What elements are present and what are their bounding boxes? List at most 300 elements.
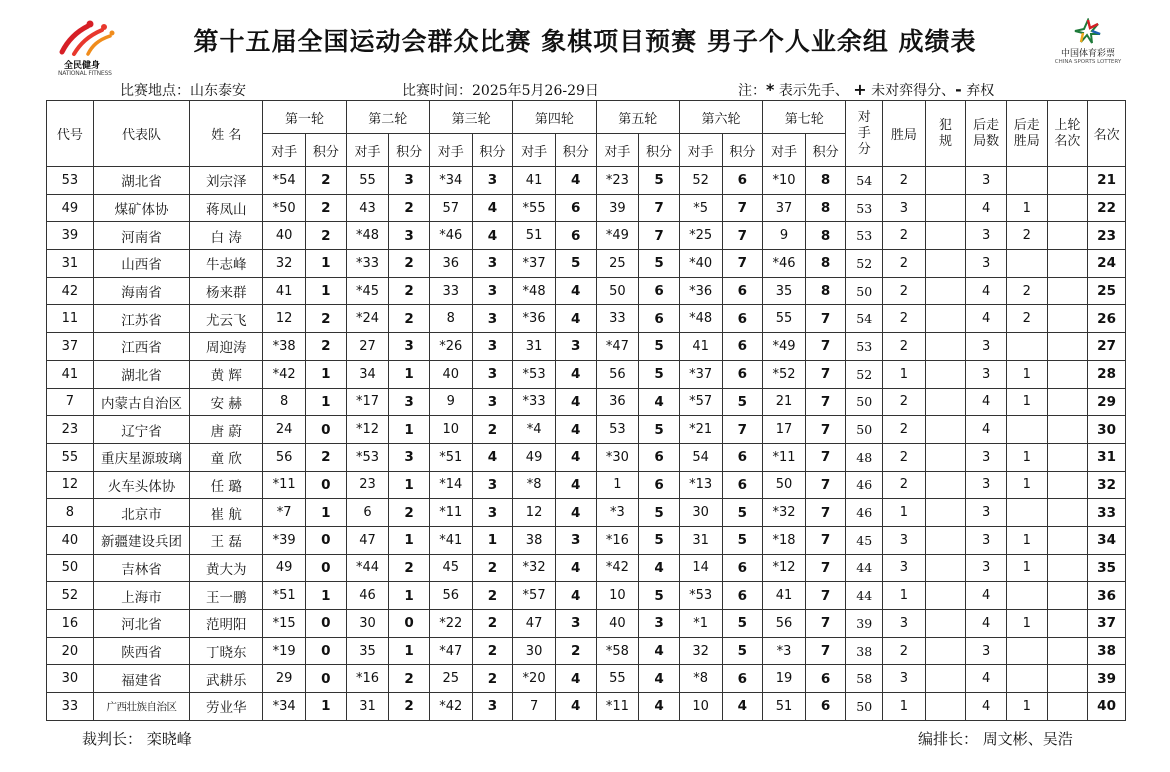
cell-wins: 3: [883, 665, 926, 693]
cell-points: 0: [306, 637, 347, 665]
cell-points: 7: [805, 388, 846, 416]
cell-fouls: [925, 471, 966, 499]
cell-points: 0: [306, 471, 347, 499]
cell-opponent: 56: [763, 610, 806, 638]
cell-back-games: 4: [966, 693, 1007, 721]
cell-team: 辽宁省: [93, 416, 190, 444]
location-label: 比赛地点：: [120, 83, 190, 99]
cell-wins: 1: [883, 693, 926, 721]
cell-opponent: *11: [763, 443, 806, 471]
cell-opponent: 55: [763, 305, 806, 333]
header-back-wins: 后走胜局: [1006, 101, 1047, 167]
logo-right-text: 中国体育彩票: [1060, 49, 1115, 59]
cell-fouls: [925, 499, 966, 527]
cell-points: 1: [306, 693, 347, 721]
cell-last-rank: [1047, 637, 1088, 665]
header-team: 代表队: [93, 101, 190, 167]
cell-points: 3: [639, 610, 680, 638]
cell-opponent: 25: [429, 665, 472, 693]
cell-points: 6: [722, 582, 763, 610]
cell-points: 7: [805, 554, 846, 582]
cell-team: 湖北省: [93, 167, 190, 195]
cell-name: 安 赫: [190, 388, 263, 416]
cell-opponent: *10: [763, 167, 806, 195]
cell-points: 3: [389, 333, 430, 361]
header-fouls: 犯规: [925, 101, 966, 167]
cell-last-rank: [1047, 526, 1088, 554]
cell-name: 范明阳: [190, 610, 263, 638]
cell-opponent: *4: [513, 416, 556, 444]
cell-team: 江苏省: [93, 305, 190, 333]
cell-points: 4: [639, 388, 680, 416]
cell-rank: 39: [1088, 665, 1126, 693]
cell-rank: 22: [1088, 194, 1126, 222]
cell-points: 6: [639, 443, 680, 471]
competition-location: [120, 80, 246, 100]
cell-opponent: 55: [596, 665, 639, 693]
cell-opponent: 32: [679, 637, 722, 665]
cell-opponent: *19: [263, 637, 306, 665]
cell-points: 3: [472, 305, 513, 333]
cell-team: 上海市: [93, 582, 190, 610]
cell-opponent: *45: [346, 277, 389, 305]
header-round-7: 第七轮: [763, 101, 846, 134]
cell-opponent-total: 50: [846, 388, 883, 416]
subheader-points: 积分: [722, 134, 763, 167]
cell-opponent: 24: [263, 416, 306, 444]
cell-opponent: *21: [679, 416, 722, 444]
cell-points: 4: [639, 554, 680, 582]
cell-points: 6: [722, 333, 763, 361]
cell-opponent: 36: [429, 250, 472, 278]
cell-back-games: 3: [966, 222, 1007, 250]
table-row: [47, 277, 1126, 305]
cell-wins: 2: [883, 637, 926, 665]
cell-points: 1: [389, 471, 430, 499]
cell-last-rank: [1047, 582, 1088, 610]
cell-opponent: *25: [679, 222, 722, 250]
cell-team: 陕西省: [93, 637, 190, 665]
table-row: [47, 333, 1126, 361]
cell-opponent: 51: [763, 693, 806, 721]
cell-opponent: 23: [346, 471, 389, 499]
cell-points: 4: [639, 693, 680, 721]
subheader-points: 积分: [306, 134, 347, 167]
cell-opponent: *53: [346, 443, 389, 471]
cell-points: 1: [306, 277, 347, 305]
cell-back-wins: 1: [1006, 693, 1047, 721]
cell-opponent: *34: [429, 167, 472, 195]
cell-fouls: [925, 167, 966, 195]
cell-back-games: 4: [966, 665, 1007, 693]
cell-points: 2: [389, 250, 430, 278]
cell-opponent: *22: [429, 610, 472, 638]
cell-points: 4: [472, 194, 513, 222]
cell-points: 6: [555, 194, 596, 222]
cell-opponent: *49: [596, 222, 639, 250]
cell-points: 3: [472, 250, 513, 278]
cell-back-wins: [1006, 665, 1047, 693]
cell-points: 2: [389, 499, 430, 527]
table-row: [47, 665, 1126, 693]
cell-back-wins: [1006, 637, 1047, 665]
cell-opponent: *12: [763, 554, 806, 582]
subheader-opponent: 对手: [346, 134, 389, 167]
cell-wins: 2: [883, 305, 926, 333]
cell-opponent: *58: [596, 637, 639, 665]
cell-back-games: 3: [966, 333, 1007, 361]
cell-opponent-total: 52: [846, 360, 883, 388]
cell-fouls: [925, 443, 966, 471]
cell-last-rank: [1047, 333, 1088, 361]
cell-opponent-total: 53: [846, 222, 883, 250]
subheader-opponent: 对手: [763, 134, 806, 167]
cell-points: 6: [639, 305, 680, 333]
cell-points: 6: [555, 222, 596, 250]
cell-last-rank: [1047, 499, 1088, 527]
cell-opponent: 30: [513, 637, 556, 665]
cell-back-wins: [1006, 167, 1047, 195]
cell-opponent: 56: [263, 443, 306, 471]
cell-points: 7: [805, 416, 846, 444]
cell-opponent: 30: [346, 610, 389, 638]
cell-back-games: 3: [966, 499, 1007, 527]
cell-points: 3: [389, 388, 430, 416]
cell-code: 50: [47, 554, 94, 582]
cell-last-rank: [1047, 610, 1088, 638]
cell-opponent: *41: [429, 526, 472, 554]
cell-name: 周迎涛: [190, 333, 263, 361]
cell-points: 2: [306, 222, 347, 250]
cell-name: 王 磊: [190, 526, 263, 554]
cell-points: 5: [639, 526, 680, 554]
cell-points: 2: [472, 637, 513, 665]
cell-opponent: 34: [346, 360, 389, 388]
cell-opponent: *42: [429, 693, 472, 721]
cell-opponent: 41: [679, 333, 722, 361]
cell-opponent: 1: [596, 471, 639, 499]
cell-fouls: [925, 388, 966, 416]
cell-points: 1: [389, 360, 430, 388]
cell-fouls: [925, 222, 966, 250]
cell-back-games: 3: [966, 443, 1007, 471]
cell-fouls: [925, 250, 966, 278]
cell-rank: 29: [1088, 388, 1126, 416]
cell-name: 杨来群: [190, 277, 263, 305]
cell-name: 黄 辉: [190, 360, 263, 388]
cell-points: 3: [472, 277, 513, 305]
cell-points: 3: [472, 167, 513, 195]
header-code: 代号: [47, 101, 94, 167]
cell-opponent: *47: [429, 637, 472, 665]
cell-points: 4: [555, 693, 596, 721]
cell-points: 8: [805, 194, 846, 222]
cell-fouls: [925, 305, 966, 333]
cell-points: 5: [639, 582, 680, 610]
cell-rank: 26: [1088, 305, 1126, 333]
cell-team: 河北省: [93, 610, 190, 638]
header-round-4: 第四轮: [513, 101, 596, 134]
cell-opponent: 33: [596, 305, 639, 333]
cell-opponent: 10: [679, 693, 722, 721]
cell-opponent-total: 46: [846, 471, 883, 499]
cell-opponent: *14: [429, 471, 472, 499]
cell-fouls: [925, 610, 966, 638]
cell-points: 0: [306, 554, 347, 582]
cell-opponent: 27: [346, 333, 389, 361]
cell-points: 7: [805, 360, 846, 388]
cell-points: 1: [389, 582, 430, 610]
cell-opponent: *32: [513, 554, 556, 582]
cell-fouls: [925, 637, 966, 665]
cell-opponent: 56: [596, 360, 639, 388]
cell-points: 1: [306, 582, 347, 610]
cell-team: 煤矿体协: [93, 194, 190, 222]
cell-points: 6: [805, 693, 846, 721]
cell-team: 火车头体协: [93, 471, 190, 499]
cell-opponent: 45: [429, 554, 472, 582]
cell-opponent: 40: [596, 610, 639, 638]
cell-points: 2: [555, 637, 596, 665]
cell-points: 7: [805, 637, 846, 665]
cell-points: 3: [472, 499, 513, 527]
cell-opponent: *46: [763, 250, 806, 278]
cell-fouls: [925, 554, 966, 582]
cell-name: 刘宗泽: [190, 167, 263, 195]
cell-last-rank: [1047, 554, 1088, 582]
table-row: [47, 637, 1126, 665]
cell-points: 4: [555, 277, 596, 305]
cell-opponent: *8: [679, 665, 722, 693]
cell-points: 4: [555, 416, 596, 444]
cell-wins: 2: [883, 443, 926, 471]
cell-points: 1: [306, 360, 347, 388]
cell-points: 7: [722, 194, 763, 222]
cell-points: 6: [722, 665, 763, 693]
cell-name: 蒋凤山: [190, 194, 263, 222]
header-wins: 胜局: [883, 101, 926, 167]
competition-time: [402, 80, 599, 100]
cell-fouls: [925, 526, 966, 554]
cell-rank: 40: [1088, 693, 1126, 721]
cell-points: 2: [306, 194, 347, 222]
cell-back-games: 3: [966, 554, 1007, 582]
cell-points: 4: [722, 693, 763, 721]
subheader-opponent: 对手: [596, 134, 639, 167]
cell-opponent: *8: [513, 471, 556, 499]
cell-points: 6: [639, 277, 680, 305]
cell-team: 新疆建设兵团: [93, 526, 190, 554]
cell-opponent: 9: [429, 388, 472, 416]
cell-opponent-total: 54: [846, 167, 883, 195]
cell-opponent: 51: [513, 222, 556, 250]
cell-fouls: [925, 194, 966, 222]
cell-opponent-total: 44: [846, 554, 883, 582]
cell-points: 2: [472, 554, 513, 582]
cell-points: 5: [722, 499, 763, 527]
cell-opponent-total: 50: [846, 693, 883, 721]
cell-wins: 2: [883, 388, 926, 416]
cell-opponent: *54: [263, 167, 306, 195]
results-table: [46, 100, 1126, 721]
cell-name: 牛志峰: [190, 250, 263, 278]
cell-opponent: *49: [763, 333, 806, 361]
cell-wins: 2: [883, 277, 926, 305]
cell-wins: 3: [883, 554, 926, 582]
cell-opponent: *48: [679, 305, 722, 333]
cell-opponent: 33: [429, 277, 472, 305]
cell-back-wins: 1: [1006, 388, 1047, 416]
cell-back-wins: 1: [1006, 443, 1047, 471]
cell-opponent: 12: [513, 499, 556, 527]
cell-opponent: 41: [513, 167, 556, 195]
cell-points: 4: [555, 665, 596, 693]
cell-opponent: 57: [429, 194, 472, 222]
header-opponent-total: 对手分: [846, 101, 883, 167]
cell-opponent: *26: [429, 333, 472, 361]
cell-last-rank: [1047, 167, 1088, 195]
cell-opponent: 10: [429, 416, 472, 444]
cell-points: 6: [639, 471, 680, 499]
cell-opponent: *1: [679, 610, 722, 638]
cell-back-games: 4: [966, 610, 1007, 638]
cell-points: 4: [639, 637, 680, 665]
cell-back-games: 3: [966, 360, 1007, 388]
cell-points: 4: [472, 443, 513, 471]
cell-points: 2: [306, 333, 347, 361]
cell-opponent: 41: [263, 277, 306, 305]
header-round-3: 第三轮: [429, 101, 512, 134]
cell-opponent: 50: [596, 277, 639, 305]
chief-referee: 裁判长： 栾晓峰: [82, 730, 192, 748]
cell-points: 6: [722, 554, 763, 582]
cell-name: 白 涛: [190, 222, 263, 250]
cell-opponent: 46: [346, 582, 389, 610]
cell-points: 8: [805, 222, 846, 250]
cell-back-games: 4: [966, 416, 1007, 444]
cell-back-games: 4: [966, 305, 1007, 333]
cell-opponent: 38: [513, 526, 556, 554]
cell-points: 6: [805, 665, 846, 693]
cell-points: 0: [306, 610, 347, 638]
scheduler: 编排长： 周文彬、吴浩: [918, 730, 1073, 748]
cell-opponent-total: 45: [846, 526, 883, 554]
cell-opponent: 10: [596, 582, 639, 610]
cell-opponent: 8: [263, 388, 306, 416]
cell-fouls: [925, 360, 966, 388]
subheader-opponent: 对手: [429, 134, 472, 167]
cell-fouls: [925, 333, 966, 361]
cell-points: 2: [472, 610, 513, 638]
cell-opponent: *53: [679, 582, 722, 610]
cell-fouls: [925, 277, 966, 305]
cell-opponent-total: 48: [846, 443, 883, 471]
cell-last-rank: [1047, 471, 1088, 499]
cell-opponent-total: 46: [846, 499, 883, 527]
cell-points: 0: [306, 665, 347, 693]
table-row: [47, 305, 1126, 333]
cell-code: 55: [47, 443, 94, 471]
lottery-star-icon: [1068, 18, 1108, 46]
cell-code: 53: [47, 167, 94, 195]
cell-opponent: 6: [346, 499, 389, 527]
cell-opponent: *3: [763, 637, 806, 665]
cell-opponent: 25: [596, 250, 639, 278]
cell-points: 7: [805, 610, 846, 638]
note-text-bye: 未对弈得分、: [866, 83, 956, 99]
cell-opponent-total: 53: [846, 333, 883, 361]
header-round-1: 第一轮: [263, 101, 346, 134]
cell-opponent: 56: [429, 582, 472, 610]
table-row: [47, 610, 1126, 638]
cell-rank: 31: [1088, 443, 1126, 471]
cell-wins: 2: [883, 167, 926, 195]
cell-opponent: 55: [346, 167, 389, 195]
cell-points: 4: [555, 582, 596, 610]
cell-points: 2: [389, 277, 430, 305]
cell-back-wins: 2: [1006, 277, 1047, 305]
cell-rank: 36: [1088, 582, 1126, 610]
cell-opponent: 49: [263, 554, 306, 582]
cell-points: 4: [555, 471, 596, 499]
cell-points: 4: [555, 167, 596, 195]
cell-points: 4: [555, 443, 596, 471]
cell-back-wins: [1006, 582, 1047, 610]
cell-points: 5: [722, 526, 763, 554]
subheader-opponent: 对手: [513, 134, 556, 167]
cell-points: 8: [805, 277, 846, 305]
cell-opponent: 31: [513, 333, 556, 361]
cell-points: 0: [306, 526, 347, 554]
cell-rank: 23: [1088, 222, 1126, 250]
cell-back-wins: 1: [1006, 194, 1047, 222]
cell-name: 王一鹏: [190, 582, 263, 610]
cell-code: 16: [47, 610, 94, 638]
cell-team: 山西省: [93, 250, 190, 278]
cell-code: 42: [47, 277, 94, 305]
time-value: 2025年5月26-29日: [472, 83, 599, 99]
cell-points: 4: [472, 222, 513, 250]
cell-opponent: *7: [263, 499, 306, 527]
cell-opponent: *51: [429, 443, 472, 471]
cell-code: 31: [47, 250, 94, 278]
logo-right-subtext: CHINA SPORTS LOTTERY: [1054, 59, 1122, 65]
cell-opponent: 21: [763, 388, 806, 416]
table-row: [47, 388, 1126, 416]
cell-opponent: *34: [263, 693, 306, 721]
cell-opponent: 47: [513, 610, 556, 638]
cell-last-rank: [1047, 360, 1088, 388]
cell-points: 7: [805, 526, 846, 554]
cell-back-games: 4: [966, 194, 1007, 222]
cell-opponent: *36: [513, 305, 556, 333]
cell-wins: 2: [883, 222, 926, 250]
cell-opponent: *37: [679, 360, 722, 388]
cell-points: 0: [306, 416, 347, 444]
cell-points: 7: [805, 582, 846, 610]
header-round-5: 第五轮: [596, 101, 679, 134]
cell-back-wins: [1006, 416, 1047, 444]
cell-team: 海南省: [93, 277, 190, 305]
table-row: [47, 194, 1126, 222]
subheader-opponent: 对手: [679, 134, 722, 167]
cell-points: 3: [389, 443, 430, 471]
cell-opponent: *11: [263, 471, 306, 499]
cell-points: 2: [472, 416, 513, 444]
cell-points: 7: [639, 194, 680, 222]
cell-opponent: *47: [596, 333, 639, 361]
time-label: 比赛时间：: [402, 83, 472, 99]
